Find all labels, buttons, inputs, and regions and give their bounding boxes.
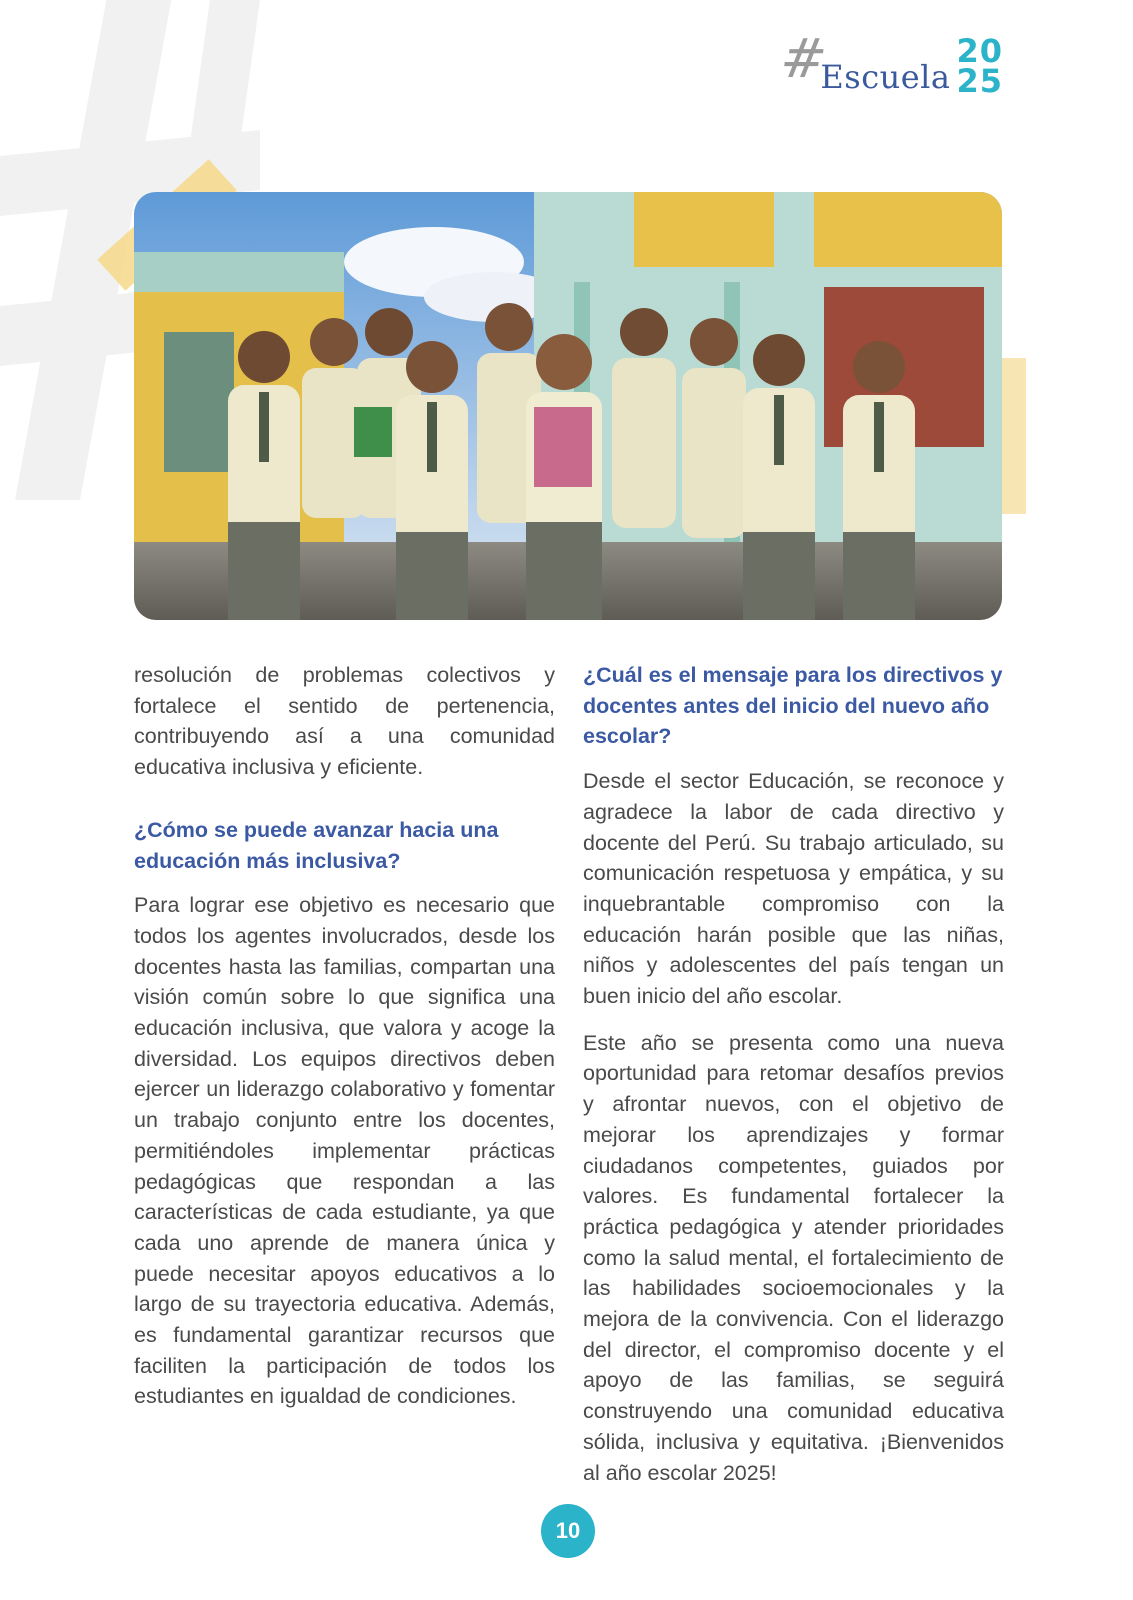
left-column [134, 660, 555, 1428]
right-column [583, 660, 1004, 1504]
left-heading: ¿Cómo se puede avanzar hacia una educación más inclusiva? [134, 817, 499, 873]
logo-year [956, 32, 1003, 100]
logo-year-top: 20 [956, 32, 1003, 70]
students-photo [134, 192, 1002, 620]
right-paragraph-2: Este año se presenta como una nueva oportunidad para retomar desafíos previos y afrontar nuevos, con el objetivo de mejorar los aprendizajes y formar ciudadanos competentes, guiados por valores. Es fundamental fortalecer la práctica pedagógica y atender prioridades como la salud mental, el fortalecimiento de las habilidades socioemocionales y la mejora de la convivencia. Con el liderazgo del director, el compromiso docente y el apoyo de las familias, se seguirá construyendo una comunidad educativa sólida, inclusiva y equitativa. ¡Bienvenidos al año escolar 2025! [583, 1030, 1004, 1485]
page-number-badge [541, 1504, 595, 1558]
escuela-2025-logo [776, 27, 1003, 100]
right-paragraph-1: Desde el sector Educación, se reconoce y agradece la labor de cada directivo y docente del Perú. Su trabajo articulado, su comunicación respetuosa y empática, y su inquebrantable compromiso con la educación harán posible que las niñas, niños y adolescentes del país tengan un buen inicio del año escolar. [583, 769, 1004, 1009]
logo-year-bottom: 25 [956, 62, 1003, 100]
right-heading: ¿Cuál es el mensaje para los directivos y docentes antes del inicio del nuevo año escolar? [583, 663, 1003, 749]
left-intro-paragraph: resolución de problemas colectivos y fortalece el sentido de pertenencia, contribuyendo así a una comunidad educativa inclusiva y eficiente. [134, 663, 555, 780]
page-number: 10 [555, 1518, 581, 1543]
logo-word: Escuela [820, 58, 951, 96]
logo-hash: # [776, 27, 831, 90]
left-body-paragraph: Para lograr ese objetivo es necesario que todos los agentes involucrados, desde los docentes hasta las familias, compartan una visión común sobre lo que significa una educación inclusiva, que valora y acoge la diversidad. Los equipos directivos deben ejercer un liderazgo colaborativo y fomentar un trabajo conjunto entre los docentes, permitiéndoles implementar prácticas pedagógicas que respondan a las características de cada estudiante, ya que cada uno aprende de manera única y puede necesitar apoyos educativos a lo largo de su trayectoria educativa. Además, es fundamental garantizar recursos que faciliten la participación de todos los estudiantes en igualdad de condiciones. [134, 893, 555, 1409]
